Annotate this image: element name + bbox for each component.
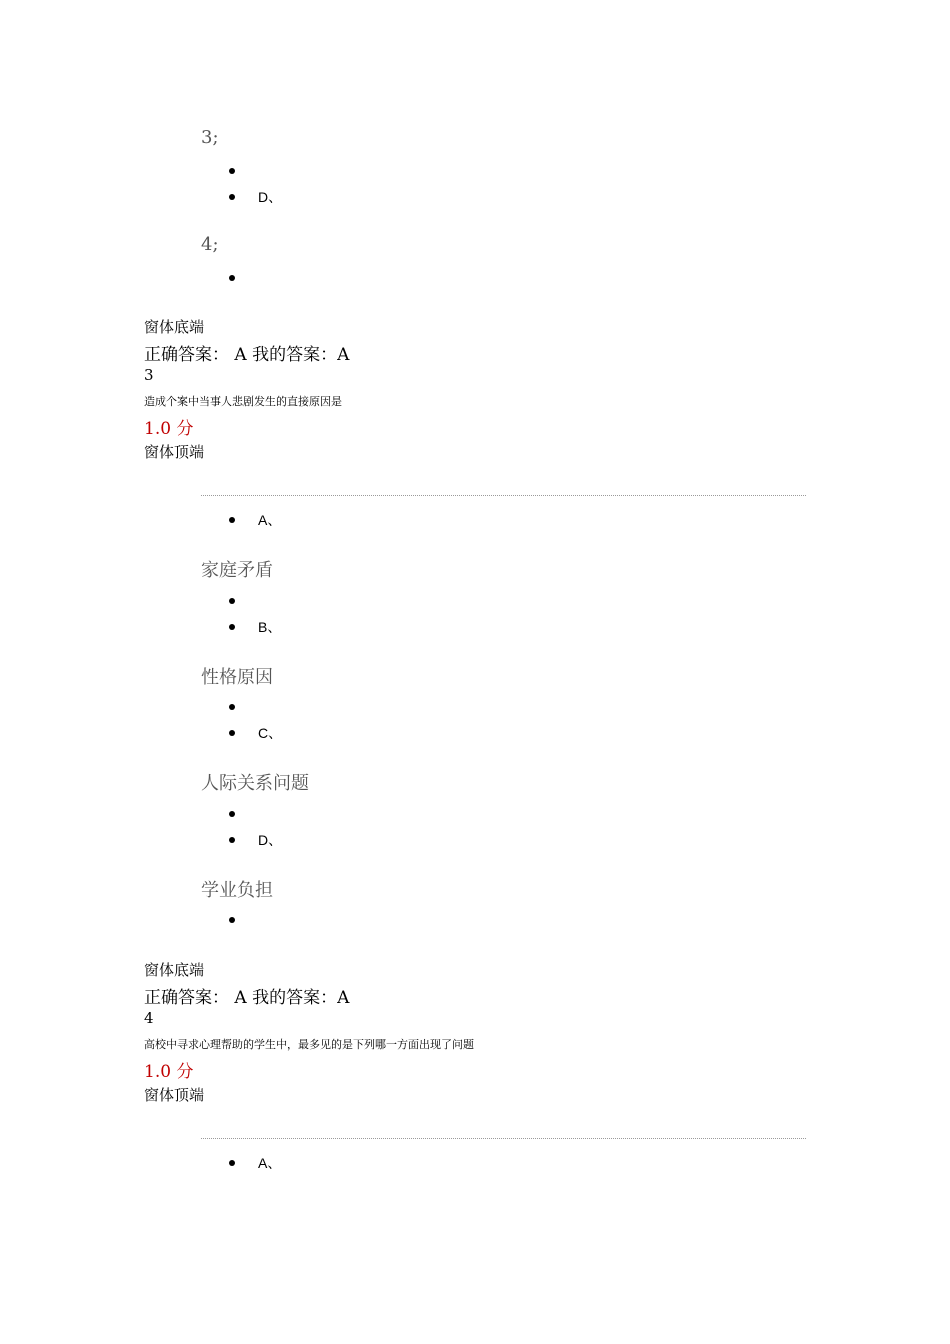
form-top-label: 窗体顶端	[144, 443, 205, 461]
bullet	[229, 837, 235, 843]
bullet	[229, 517, 235, 523]
option-a-label[interactable]: A、	[258, 1155, 282, 1171]
question-score: 1.0 分	[144, 1062, 194, 1082]
bullet	[229, 917, 235, 923]
bullet	[229, 704, 235, 710]
bullet	[229, 811, 235, 817]
question-score: 1.0 分	[144, 419, 194, 439]
option-d-label[interactable]: D、	[258, 189, 283, 205]
option-c-text: 3;	[201, 127, 219, 148]
question-number: 3	[144, 366, 154, 384]
form-bottom-label: 窗体底端	[144, 318, 205, 336]
divider	[201, 495, 806, 496]
form-bottom-label: 窗体底端	[144, 961, 205, 979]
option-a-text: 家庭矛盾	[201, 560, 273, 581]
question-number: 4	[144, 1009, 154, 1027]
option-d-text: 学业负担	[201, 880, 273, 901]
bullet	[229, 1160, 235, 1166]
bullet	[229, 624, 235, 630]
option-b-label[interactable]: B、	[258, 619, 282, 635]
question-text: 高校中寻求心理帮助的学生中，最多见的是下列哪一方面出现了问题	[144, 1038, 474, 1051]
option-a-label[interactable]: A、	[258, 512, 282, 528]
option-c-text: 人际关系问题	[201, 773, 309, 794]
answer-line: 正确答案： A 我的答案：A	[144, 988, 350, 1008]
option-b-text: 性格原因	[201, 667, 273, 688]
answer-line: 正确答案： A 我的答案：A	[144, 345, 350, 365]
form-top-label: 窗体顶端	[144, 1086, 205, 1104]
question-text: 造成个案中当事人悲剧发生的直接原因是	[144, 395, 342, 408]
bullet	[229, 168, 235, 174]
bullet	[229, 730, 235, 736]
divider	[201, 1138, 806, 1139]
option-c-label[interactable]: C、	[258, 725, 283, 741]
option-d-label[interactable]: D、	[258, 832, 283, 848]
bullet	[229, 194, 235, 200]
bullet	[229, 275, 235, 281]
option-d-text: 4;	[201, 234, 219, 255]
bullet	[229, 598, 235, 604]
